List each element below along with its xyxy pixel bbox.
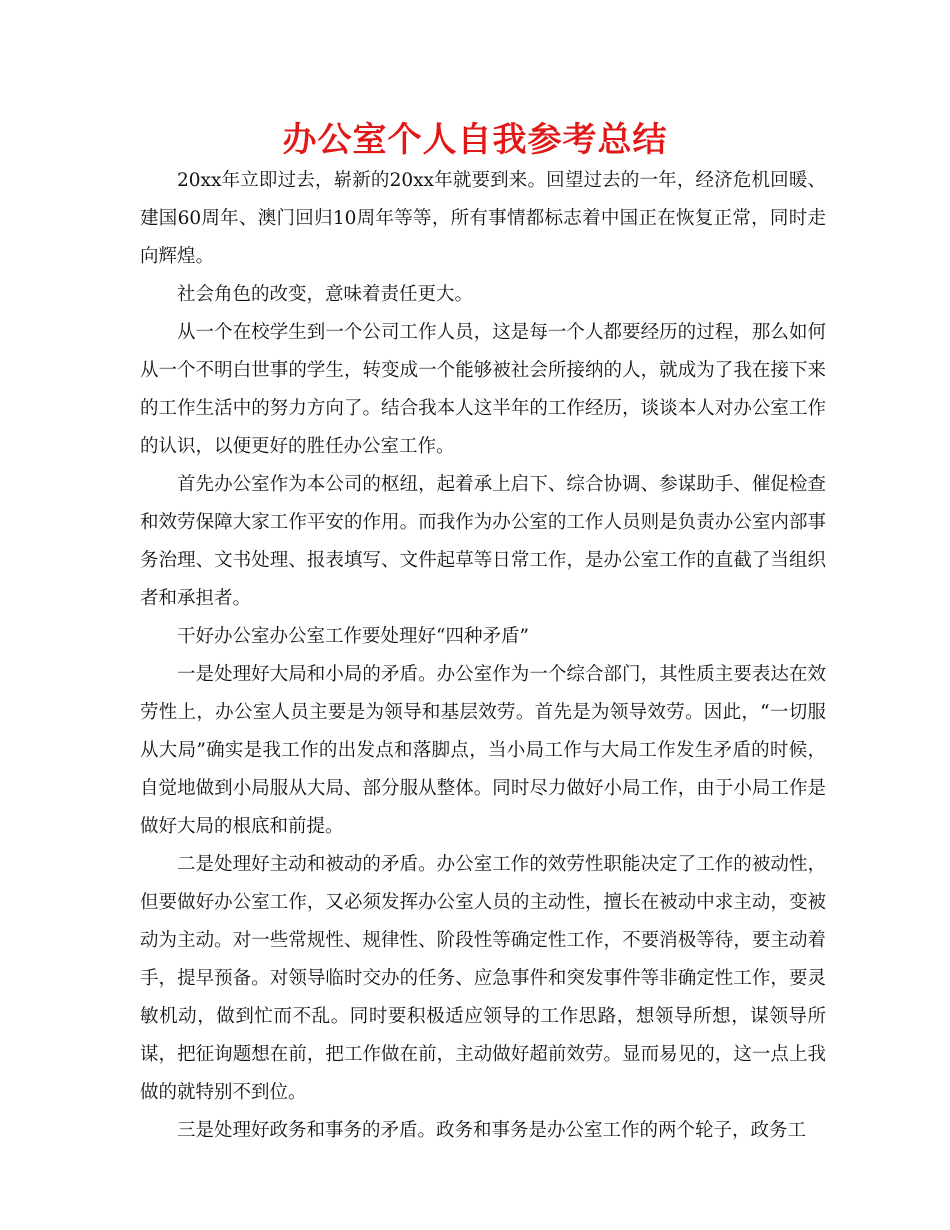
- paragraph: 一是处理好大局和小局的矛盾。办公室作为一个综合部门，其性质主要表达在效劳性上，办公室人员主要是为领导和基层效劳。首先是为领导效劳。因此，“一切服从大局”确实是我工作的出发点和落脚点，当小局工作与大局工作发生矛盾的时候，自觉地做到小局服从大局、部分服从整体。同时尽力做好小局工作，由于小局工作是做好大局的根底和前提。: [140, 664, 826, 837]
- paragraph: 20xx年立即过去，崭新的20xx年就要到来。回望过去的一年，经济危机回暖、建国60周年、澳门回归10周年等等，所有事情都标志着中国正在恢复正常，同时走向辉煌。: [140, 170, 826, 267]
- document-body: [140, 162, 826, 1150]
- document-title: 办公室个人自我参考总结: [282, 120, 668, 160]
- paragraph: 社会角色的改变，意味着责任更大。: [177, 284, 474, 305]
- paragraph: 从一个在校学生到一个公司工作人员，这是每一个人都要经历的过程，那么如何从一个不明白世事的学生，转变成一个能够被社会所接纳的人，就成为了我在接下来的工作生活中的努力方向了。结合我本人这半年的工作经历，谈谈本人对办公室工作的认识，以便更好的胜任办公室工作。: [140, 322, 826, 457]
- paragraph: 三是处理好政务和事务的矛盾。政务和事务是办公室工作的两个轮子，政务工: [177, 1120, 807, 1141]
- paragraph: 二是处理好主动和被动的矛盾。办公室工作的效劳性职能决定了工作的被动性，但要做好办公室工作，又必须发挥办公室人员的主动性，擅长在被动中求主动，变被动为主动。对一些常规性、规律性、阶段性等确定性工作，不要消极等待，要主动着手，提早预备。对领导临时交办的任务、应急事件和突发事件等非确定性工作，要灵敏机动，做到忙而不乱。同时要积极适应领导的工作思路，想领导所想，谋领导所谋，把征询题想在前，把工作做在前，主动做好超前效劳。显而易见的，这一点上我做的就特别不到位。: [140, 854, 826, 1103]
- paragraph: 干好办公室办公室工作要处理好“四种矛盾”: [177, 626, 529, 647]
- paragraph: 首先办公室作为本公司的枢纽，起着承上启下、综合协调、参谋助手、催促检查和效劳保障大家工作平安的作用。而我作为办公室的工作人员则是负责办公室内部事务治理、文书处理、报表填写、文件起草等日常工作，是办公室工作的直截了当组织者和承担者。: [140, 474, 826, 609]
